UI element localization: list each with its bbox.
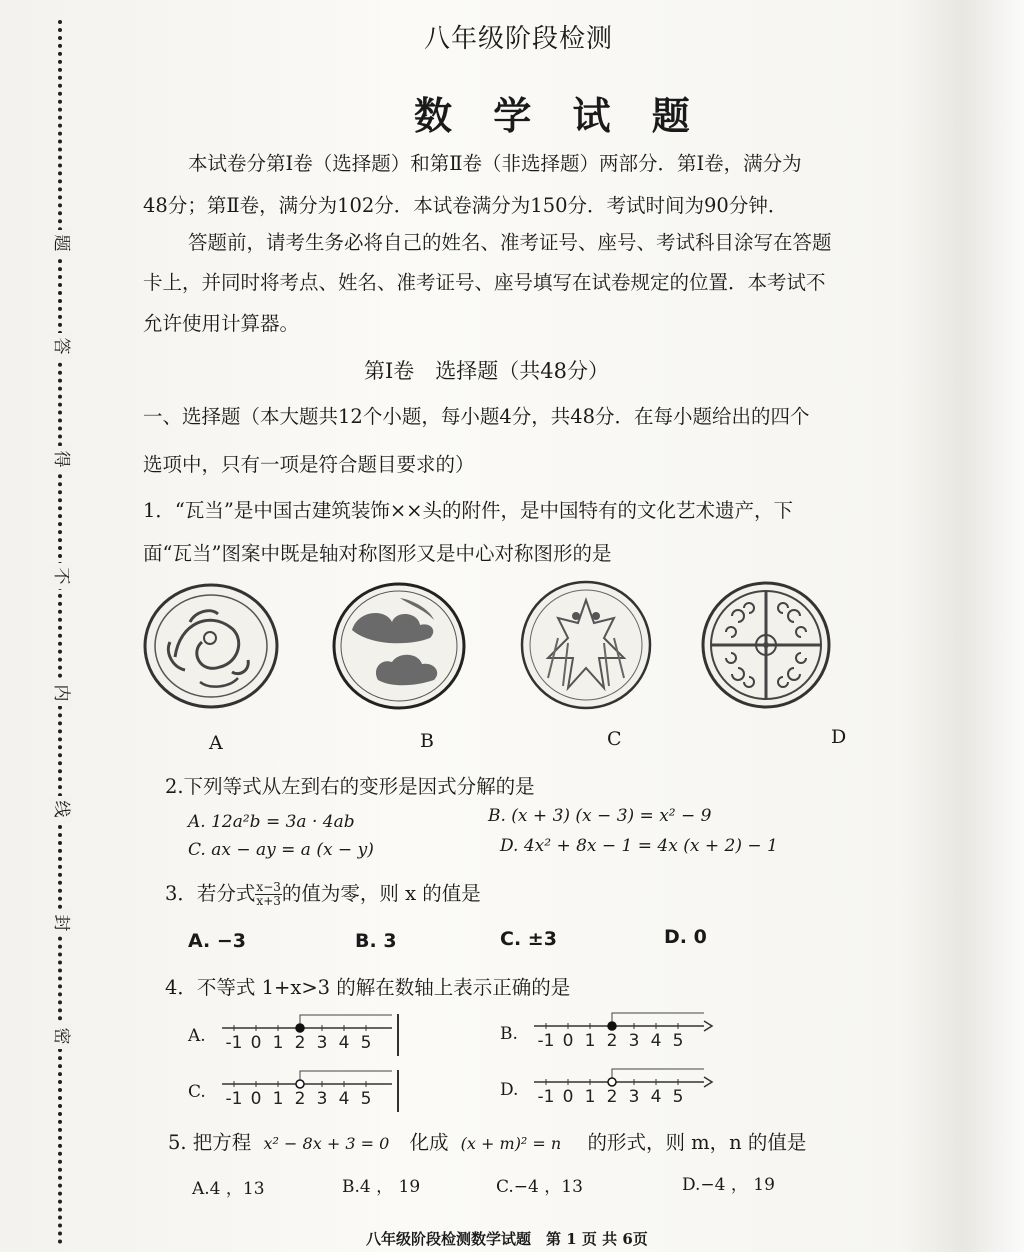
axis-tick-label: 1: [272, 1089, 284, 1109]
axis-tick-label: 2: [294, 1033, 306, 1053]
fraction: [255, 881, 281, 908]
part-instructions: 选项中，只有一项是符合题目要求的）: [143, 453, 475, 476]
axis-tick-label: 5: [360, 1089, 372, 1109]
axis-tick-label: 4: [650, 1031, 662, 1051]
question-5-stem-suffix: 的形式，则 m，n 的值是: [587, 1131, 807, 1154]
axis-tick-label: 4: [650, 1087, 662, 1107]
solution-ray: [300, 1015, 392, 1028]
seal-char: 线: [50, 796, 72, 822]
solution-ray: [612, 1069, 704, 1082]
fraction-denominator: x+3: [256, 894, 281, 908]
equation-2: (x + m)² = n: [460, 1134, 562, 1153]
question-5-option-c: C.−4 ，13: [496, 1177, 583, 1197]
axis-tick-label: 5: [360, 1033, 372, 1053]
tile-a-image: [140, 582, 282, 710]
question-4-stem: 4．不等式 1+x>3 的解在数轴上表示正确的是: [165, 976, 571, 999]
question-3-stem-prefix: 3．若分式: [165, 882, 256, 905]
seal-char: 不: [50, 563, 72, 589]
question-4-option-b-label: B.: [500, 1024, 518, 1044]
exam-title: 数 学 试 题: [414, 93, 704, 138]
seal-char: 题: [50, 230, 72, 256]
question-2-stem: 2.下列等式从左到右的变形是因式分解的是: [165, 775, 535, 798]
question-5-stem-prefix: 5. 把方程: [168, 1131, 252, 1154]
axis-arrow: [704, 1021, 712, 1031]
seal-char: 答: [50, 333, 72, 359]
hollow-point: [608, 1078, 616, 1086]
question-5-option-d: D.−4 ， 19: [682, 1175, 775, 1195]
section-title: 第Ⅰ卷 选择题（共48分）: [364, 359, 610, 383]
tile-label-c: C: [607, 728, 622, 750]
axis-tick-label: 1: [584, 1087, 596, 1107]
axis-tick-label: 1: [584, 1031, 596, 1051]
tile-label-d: D: [831, 726, 847, 748]
question-1-stem: 面“瓦当”图案中既是轴对称图形又是中心对称图形的是: [143, 542, 612, 565]
intro-line: 答题前，请考生务必将自己的姓名、准考证号、座号、考试科目涂写在答题: [188, 231, 832, 254]
hollow-point: [296, 1080, 304, 1088]
fraction-numerator: x−3: [256, 880, 281, 894]
question-3-stem-suffix: 的值为零，则 x 的值是: [281, 882, 481, 905]
part-instructions: 一、选择题（本大题共12个小题，每小题4分，共48分．在每小题给出的四个: [143, 405, 810, 428]
tile-label-a: A: [209, 732, 223, 754]
seal-char: 密: [50, 1023, 72, 1049]
question-3-option-c: C. ±3: [500, 928, 557, 950]
axis-tick-label: 2: [606, 1087, 618, 1107]
question-3-option-d: D. 0: [664, 926, 707, 948]
axis-tick-label: -1: [225, 1089, 243, 1109]
axis-tick-label: 4: [338, 1033, 350, 1053]
number-line-c: [220, 1066, 405, 1114]
seal-line: [58, 20, 62, 1245]
question-1-stem: 1．“瓦当”是中国古建筑装饰××头的附件，是中国特有的文化艺术遗产，下: [143, 499, 794, 522]
axis-tick-label: 3: [628, 1087, 640, 1107]
question-5-option-a: A.4 ，13: [192, 1179, 265, 1199]
solution-ray: [300, 1071, 392, 1084]
solid-point: [296, 1024, 304, 1032]
axis-tick-label: -1: [537, 1031, 555, 1051]
intro-line: 卡上，并同时将考点、姓名、准考证号、座号填写在试卷规定的位置．本考试不: [143, 271, 826, 294]
question-4-option-d-label: D.: [500, 1080, 519, 1100]
tile-c-image: [518, 578, 654, 712]
number-line-d: [532, 1064, 717, 1112]
tile-label-b: B: [420, 730, 434, 752]
axis-tick-label: 3: [316, 1089, 328, 1109]
exam-header: 八年级阶段检测: [424, 24, 614, 54]
question-3-option-b: B. 3: [355, 930, 397, 952]
page-footer: 八年级阶段检测数学试题 第 1 页 共 6页: [366, 1230, 648, 1248]
axis-tick-label: 0: [562, 1031, 574, 1051]
number-line-a: [220, 1010, 405, 1058]
number-line-b: [532, 1008, 717, 1056]
intro-line: 允许使用计算器。: [143, 312, 300, 335]
tile-b-image: [330, 580, 468, 712]
seal-char: 内: [50, 680, 72, 706]
axis-tick-label: 5: [672, 1031, 684, 1051]
question-3-stem: [165, 878, 481, 908]
axis-tick-label: 1: [272, 1033, 284, 1053]
question-5-stem-mid: 化成: [409, 1131, 449, 1154]
seal-char: 得: [50, 446, 72, 472]
question-4-option-a-label: A.: [188, 1026, 206, 1046]
question-5-stem: [168, 1127, 806, 1155]
axis-tick-label: 0: [562, 1087, 574, 1107]
question-2-option-d: D. 4x² + 8x − 1 = 4x (x + 2) − 1: [500, 836, 778, 856]
solution-ray: [612, 1013, 704, 1026]
question-2-option-a: A. 12a²b = 3a · 4ab: [188, 812, 355, 832]
axis-tick-label: 0: [250, 1089, 262, 1109]
question-5-option-b: B.4 ， 19: [342, 1177, 421, 1197]
question-2-option-b: B. (x + 3) (x − 3) = x² − 9: [488, 806, 712, 826]
question-3-option-a: A. −3: [188, 930, 247, 952]
seal-char: 封: [50, 910, 72, 936]
tile-d-image: [700, 580, 832, 710]
axis-tick-label: -1: [225, 1033, 243, 1053]
equation-1: x² − 8x + 3 = 0: [263, 1134, 390, 1153]
axis-tick-label: 4: [338, 1089, 350, 1109]
axis-tick-label: -1: [537, 1087, 555, 1107]
solid-point: [608, 1022, 616, 1030]
axis-arrow: [704, 1077, 712, 1087]
intro-line: 本试卷分第Ⅰ卷（选择题）和第Ⅱ卷（非选择题）两部分．第Ⅰ卷，满分为: [188, 152, 802, 175]
axis-tick-label: 2: [606, 1031, 618, 1051]
axis-tick-label: 5: [672, 1087, 684, 1107]
question-4-option-c-label: C.: [188, 1082, 206, 1102]
intro-line: 48分；第Ⅱ卷，满分为102分．本试卷满分为150分．考试时间为90分钟．: [143, 194, 788, 217]
question-2-option-c: C. ax − ay = a (x − y): [188, 840, 374, 860]
axis-tick-label: 3: [316, 1033, 328, 1053]
axis-tick-label: 3: [628, 1031, 640, 1051]
axis-tick-label: 0: [250, 1033, 262, 1053]
axis-tick-label: 2: [294, 1089, 306, 1109]
